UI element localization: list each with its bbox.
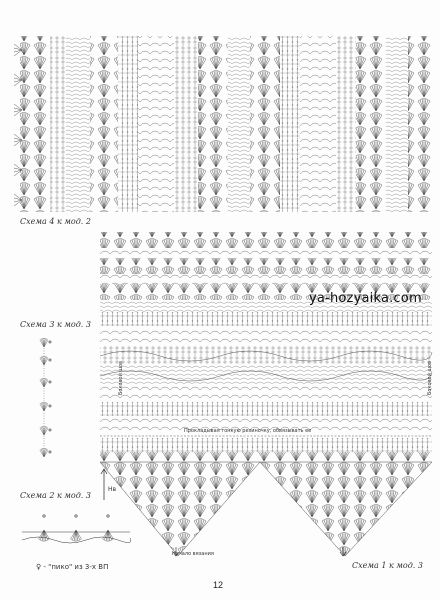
side-seam-left-label: Боковой шов xyxy=(118,361,124,395)
picot-symbol: ♀ xyxy=(36,563,42,571)
start-label: Начало вязания xyxy=(172,551,214,557)
scheme1-chart xyxy=(100,232,432,556)
side-seam-right-label: Боковой шов xyxy=(427,361,433,395)
caption-scheme3: Схема 3 к мод. 3 xyxy=(20,320,91,329)
scheme4-chart xyxy=(14,36,432,212)
caption-scheme2: Схема 2 к мод. 3 xyxy=(20,491,91,500)
scheme2-chart xyxy=(22,515,131,543)
scheme3-chart xyxy=(40,338,51,457)
direction-label: Нв xyxy=(108,486,117,493)
page-number: 12 xyxy=(213,580,224,590)
caption-scheme4: Схема 4 к мод. 2 xyxy=(20,217,91,226)
caption-scheme1: Схема 1 к мод. 3 xyxy=(352,561,423,570)
legend xyxy=(36,563,108,571)
site-watermark: ya-hozyaika.com xyxy=(309,291,422,306)
elastic-note: Прокладывая тонкую резиночку, обвязывать ее xyxy=(184,428,312,434)
picot-text: - "пико" из 3-х ВП xyxy=(43,563,109,571)
